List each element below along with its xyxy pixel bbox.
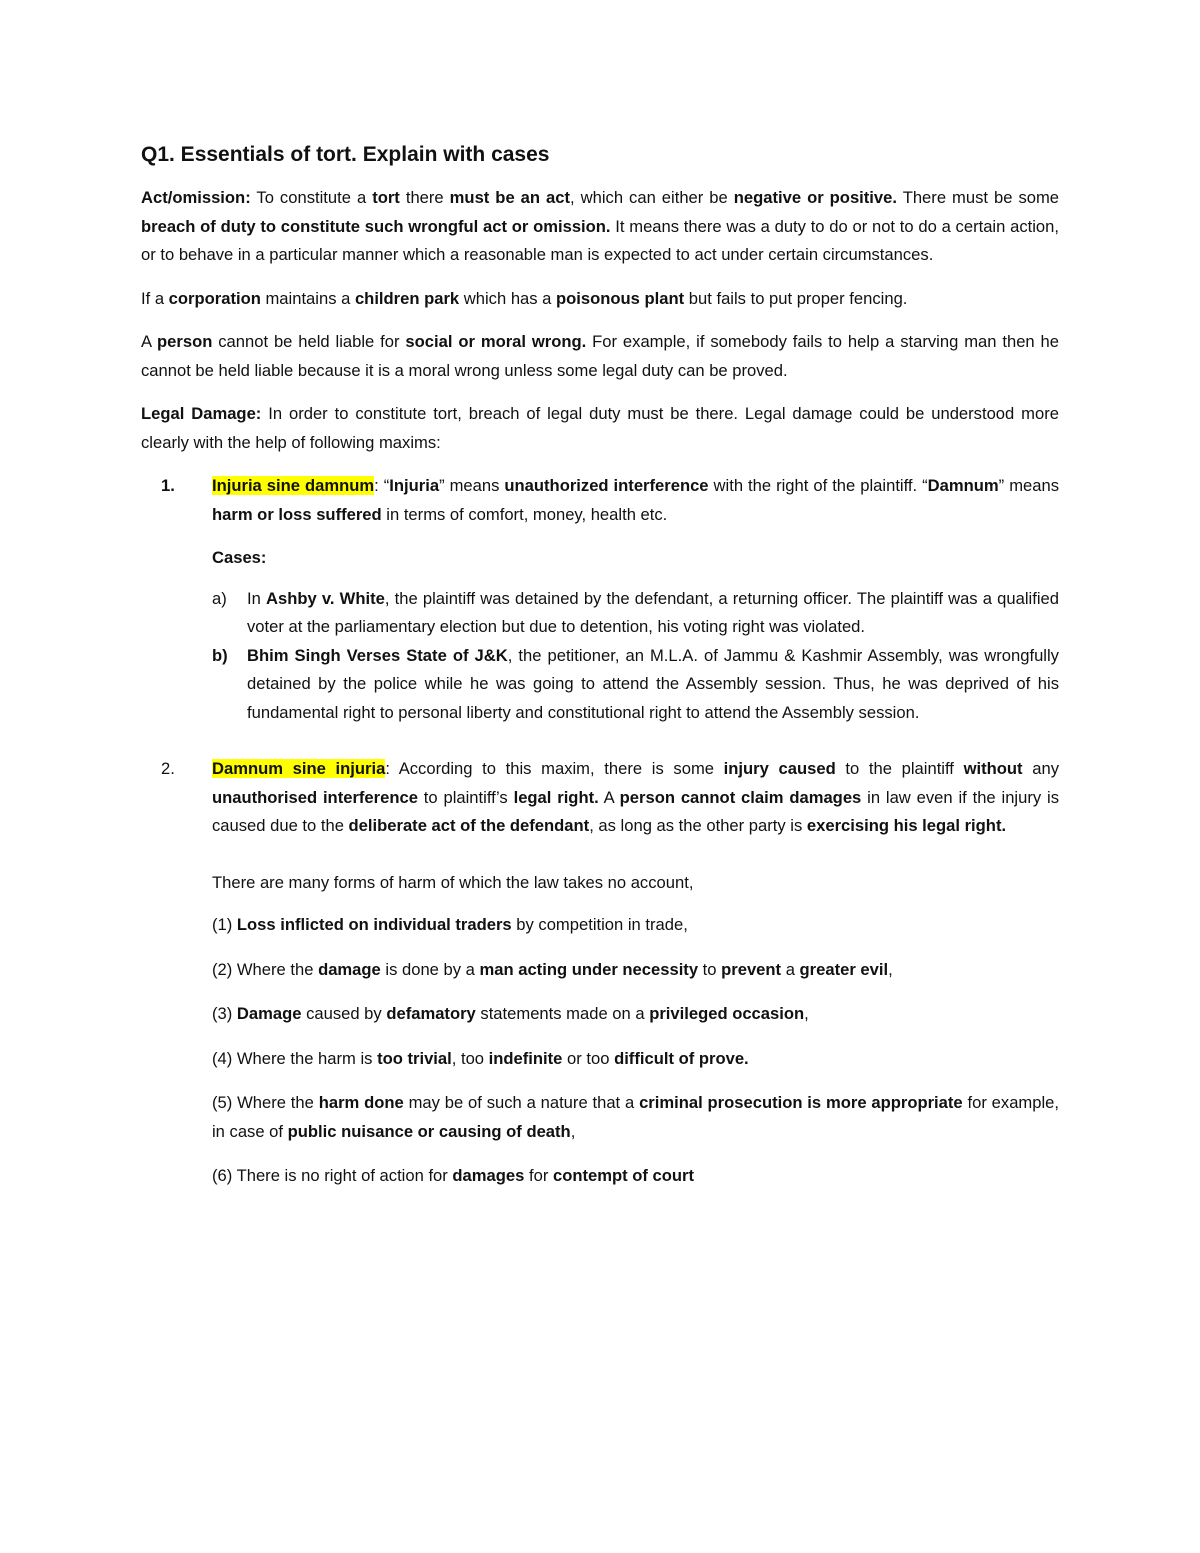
term-harm-or-loss: harm or loss suffered <box>212 504 382 524</box>
term: damage <box>318 959 381 979</box>
paragraph-legal-damage <box>141 400 1059 457</box>
maxim-damnum-sine-injuria <box>141 755 1059 897</box>
term: public nuisance or causing of death <box>287 1121 571 1141</box>
text-span: , too <box>451 1048 489 1068</box>
harm-item-3 <box>141 1000 1059 1029</box>
case-item <box>212 642 1059 728</box>
text-span: , the plaintiff was detained by the defendant, a returning officer. The plaintiff was a qualified voter at the parliamentary election but due to detention, his voting right was violated. <box>247 588 1059 636</box>
term-unauthorised-interference: unauthorised interference <box>212 787 418 807</box>
term: Damage <box>236 1004 302 1023</box>
term-injuria: Injuria <box>389 476 440 495</box>
term-person-cannot-claim: person cannot claim damages <box>619 787 862 807</box>
harm-item-2 <box>141 956 1059 985</box>
harm-item-1 <box>141 911 1059 940</box>
term-must-be-an-act: must be an act <box>449 188 571 207</box>
text-span: to plaintiff’s <box>417 787 514 807</box>
text-span: for example, in case of <box>212 1093 1060 1141</box>
text-span: ” means <box>439 476 505 495</box>
text-span: to <box>698 959 722 979</box>
highlighted-term: Injuria sine damnum <box>212 476 375 495</box>
text-span: cannot be held liable for <box>212 332 406 351</box>
text-span: : According to this maxim, there is some <box>385 759 724 778</box>
text-span: If a <box>141 288 169 308</box>
text-span: It means there was a duty to do or not to do a certain action, or to behave in a particular manner which a reasonable man is expected to act under certain circumstances. <box>141 216 1059 264</box>
case-name: Ashby v. White <box>266 588 385 608</box>
term-corporation: corporation <box>168 288 261 308</box>
text-span: ” means <box>998 476 1059 495</box>
text-span: To constitute a <box>250 188 373 207</box>
text-span: For example, if somebody fails to help a starving man then he cannot be held liable because it is a moral wrong unless some legal duty can be proved. <box>141 332 1059 380</box>
case-name: Bhim Singh Verses State of J&K <box>247 645 508 665</box>
cases-heading: Cases: <box>212 548 267 567</box>
case-letter: b) <box>212 645 228 665</box>
maxim-injuria-sine-damnum <box>141 472 1059 755</box>
text-span: is done by a <box>380 959 480 979</box>
term-breach-of-duty: breach of duty to constitute such wrongful act or omission. <box>141 216 611 236</box>
text-span: (6) There is no right of action for <box>212 1166 453 1185</box>
text-span: : “ <box>374 476 390 495</box>
text-span: in law even if the injury is caused due to the <box>212 787 1059 835</box>
paragraph-corporation <box>141 285 1059 314</box>
term-act-omission: Act/omission: <box>141 188 251 207</box>
text-span: may be of such a nature that a <box>403 1093 640 1112</box>
case-item <box>212 585 1059 642</box>
text-span: (5) Where the <box>212 1093 319 1112</box>
text-span: which has a <box>459 288 557 308</box>
text-span: by competition in trade, <box>511 915 688 934</box>
term-exercising-legal-right: exercising his legal right. <box>806 816 1007 835</box>
paragraph-act-omission <box>141 184 1059 270</box>
text-span: In order to constitute tort, breach of legal duty must be there. Legal damage could be understood more clearly with the help of following maxims: <box>141 404 1059 452</box>
term-legal-damage: Legal Damage: <box>141 404 262 423</box>
term-person: person <box>157 332 213 351</box>
text-span: , as long as the other party is <box>589 816 807 835</box>
term: man acting under necessity <box>479 959 699 979</box>
term: damages <box>452 1166 525 1185</box>
list-number: 2. <box>161 759 175 778</box>
text-span: , which can either be <box>570 188 734 207</box>
text-span: but fails to put proper fencing. <box>684 288 908 308</box>
text-span: A <box>598 787 620 807</box>
text-span: statements made on a <box>475 1004 650 1023</box>
text-span: (2) Where the <box>212 959 319 979</box>
text-span: (1) <box>212 915 237 934</box>
text-span: maintains a <box>260 288 355 308</box>
text-span: (3) <box>212 1004 237 1023</box>
term-legal-right: legal right. <box>513 787 599 807</box>
text-span: in terms of comfort, money, health etc. <box>381 504 668 524</box>
text-span: , <box>888 959 893 979</box>
term-tort: tort <box>372 188 400 207</box>
term-damnum: Damnum <box>927 476 999 495</box>
text-span: A <box>141 332 158 351</box>
text-span: for <box>524 1166 553 1185</box>
term-poisonous-plant: poisonous plant <box>556 288 685 308</box>
maxims-list <box>141 472 1059 897</box>
term: too trivial <box>377 1048 452 1068</box>
harm-item-6 <box>141 1162 1059 1191</box>
text-span: , the petitioner, an M.L.A. of Jammu & Kashmir Assembly, was wrongfully detained by the police while he was going to attend the Assembly session. Thus, he was deprived of his fundamental right to personal liberty and constitutional right to attend the Assembly session. <box>247 645 1059 722</box>
document-page <box>141 138 1059 1207</box>
text-span: to the plaintiff <box>835 759 964 778</box>
text-span: there <box>399 188 450 207</box>
text-span: There must be some <box>897 188 1060 207</box>
text-span: In <box>247 588 267 608</box>
term: defamatory <box>386 1004 476 1023</box>
page-title: Q1. Essentials of tort. Explain with cases <box>141 143 550 166</box>
term-social-or-moral-wrong: social or moral wrong. <box>405 332 587 351</box>
term: difficult of prove. <box>614 1048 749 1068</box>
text-span: or too <box>562 1048 615 1068</box>
paragraph-moral-wrong <box>141 328 1059 385</box>
text-span: (4) Where the harm is <box>212 1048 378 1068</box>
spacer <box>212 727 1059 755</box>
term: criminal prosecution is more appropriate <box>639 1093 963 1112</box>
term: Loss inflicted on individual traders <box>236 915 512 934</box>
harm-item-5 <box>141 1089 1059 1146</box>
text-span: a <box>781 959 800 979</box>
harm-item-4 <box>141 1045 1059 1074</box>
term-deliberate-act: deliberate act of the defendant <box>348 816 590 835</box>
text-span: any <box>1022 759 1059 778</box>
term-negative-or-positive: negative or positive. <box>733 188 897 207</box>
term: prevent <box>721 959 782 979</box>
text-span: caused by <box>301 1004 387 1023</box>
case-letter: a) <box>212 588 227 608</box>
term: privileged occasion <box>649 1004 805 1023</box>
term-unauthorized-interference: unauthorized interference <box>504 476 709 495</box>
term: contempt of court <box>552 1166 695 1185</box>
highlighted-term: Damnum sine injuria <box>212 759 386 778</box>
term-children-park: children park <box>354 288 460 308</box>
list-number: 1. <box>161 476 175 495</box>
term-injury-caused: injury caused <box>723 759 836 778</box>
term: harm done <box>318 1093 404 1112</box>
term: greater evil <box>799 959 889 979</box>
term-without: without <box>963 759 1023 778</box>
harms-intro: There are many forms of harm of which the law takes no account, <box>212 872 694 892</box>
text-span: , <box>570 1121 576 1141</box>
text-span: , <box>804 1004 809 1023</box>
term: indefinite <box>488 1048 563 1068</box>
text-span: with the right of the plaintiff. “ <box>708 476 928 495</box>
